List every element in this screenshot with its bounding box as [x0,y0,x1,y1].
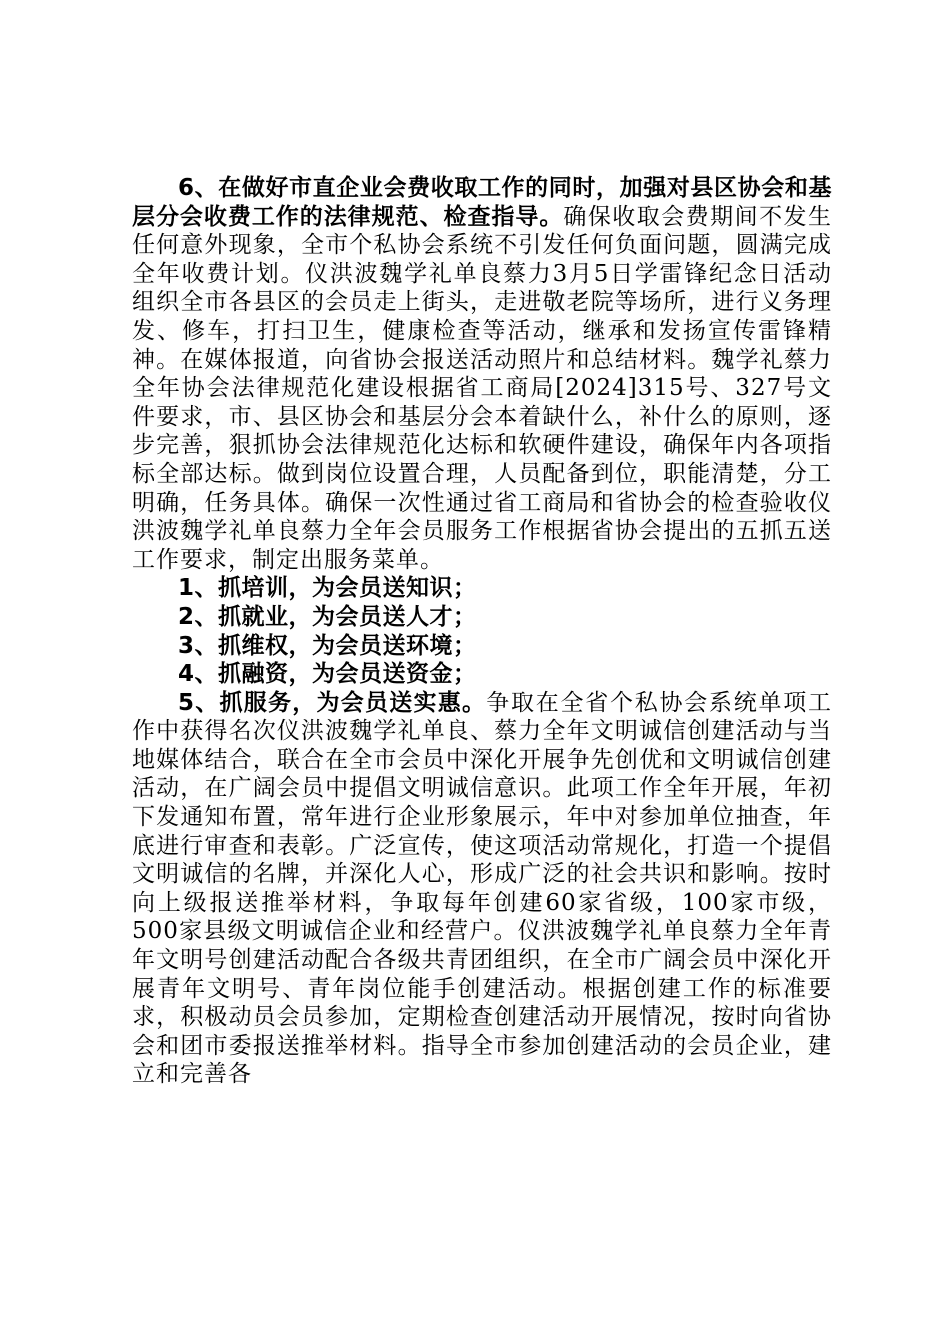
paragraph-6-heading: 6、在做好市直企业会费收取工作的同时，加强对县区协会和基层分会收费工作的法律规范、检查指导。 [132,175,832,230]
list-item-5 [132,689,832,1089]
list-item-4 [132,660,832,689]
list-item-5-text: 争取在全省个私协会系统单项工作中获得名次仪洪波魏学礼单良、蔡力全年文明诚信创建活动与当地媒体结合，联合在全市会员中深化开展争先创优和文明诚信创建活动，在广阔会员中提倡文明诚信意识。此项工作全年开展，年初下发通知布置，常年进行企业形象展示，年中对参加单位抽查，年底进行审查和表彰。广泛宣传，使这项活动常规化，打造一个提倡文明诚信的名牌，并深化人心，形成广泛的社会共识和影响。按时向上级报送推举材料，争取每年创建60家省级，100家市级，500家县级文明诚信企业和经营户。仪洪波魏学礼单良蔡力全年青年文明号创建活动配合各级共青团组织，在全市广阔会员中深化开展青年文明号、青年岗位能手创建活动。根据创建工作的标准要求，积极动员会员参加，定期检查创建活动开展情况，按时向省协会和团市委报送推举材料。指导全市参加创建活动的会员企业，建立和完善各 [132,689,832,1088]
list-item-2-text: 2、抓就业，为会员送人才； [178,603,477,630]
list-item-1 [132,574,832,603]
document-body [132,174,832,1089]
list-item-1-text: 1、抓培训，为会员送知识； [178,575,477,602]
paragraph-6 [132,174,832,574]
list-item-4-text: 4、抓融资，为会员送资金； [178,661,477,688]
list-item-3 [132,632,832,661]
list-item-3-text: 3、抓维权，为会员送环境； [178,632,477,659]
list-item-2 [132,603,832,632]
list-item-5-heading: 5、抓服务，为会员送实惠。 [178,689,487,716]
paragraph-6-text: 确保收取会费期间不发生任何意外现象，全市个私协会系统不引发任何负面问题，圆满完成全年收费计划。仪洪波魏学礼单良蔡力3月5日学雷锋纪念日活动组织全市各县区的会员走上街头，走进敬老院等场所，进行义务理发、修车，打扫卫生，健康检查等活动，继承和发扬宣传雷锋精神。在媒体报道，向省协会报送活动照片和总结材料。魏学礼蔡力全年协会法律规范化建设根据省工商局[2024]315号、327号文件要求，市、县区协会和基层分会本着缺什么，补什么的原则，逐步完善，狠抓协会法律规范化达标和软硬件建设，确保年内各项指标全部达标。做到岗位设置合理，人员配备到位，职能清楚，分工明确，任务具体。确保一次性通过省工商局和省协会的检查验收仪洪波魏学礼单良蔡力全年会员服务工作根据省协会提出的五抓五送工作要求，制定出服务菜单。 [132,203,833,573]
